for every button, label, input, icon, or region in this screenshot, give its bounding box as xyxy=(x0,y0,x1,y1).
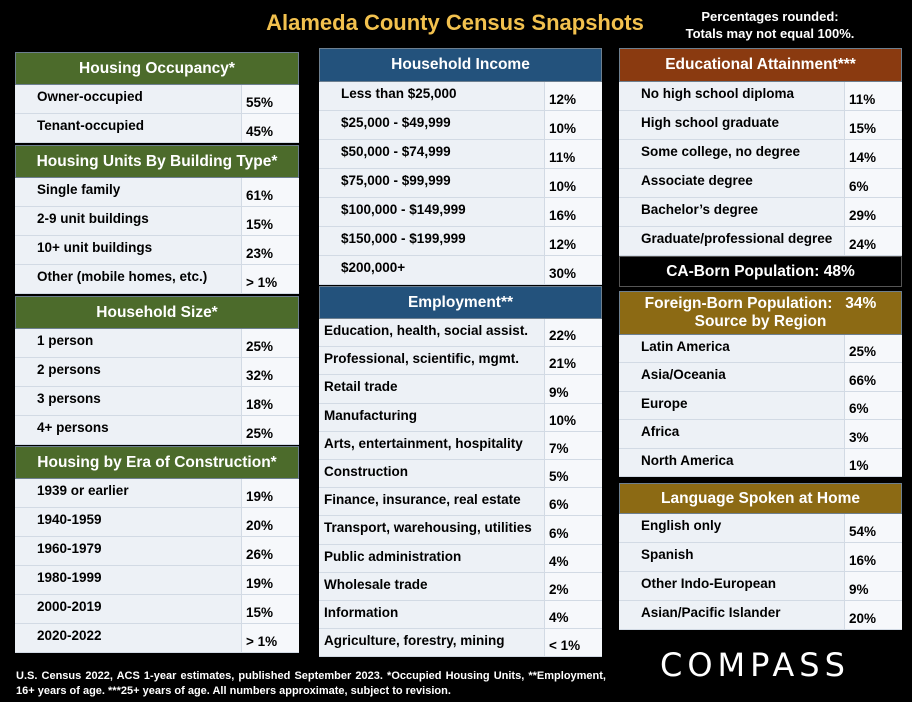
language-rows xyxy=(619,514,902,630)
row-value: 15% xyxy=(241,207,299,235)
foreign-born-rows xyxy=(619,335,902,477)
table-row xyxy=(15,114,299,143)
table-row xyxy=(319,545,602,573)
row-label: Spanish xyxy=(641,547,694,562)
row-value: 45% xyxy=(241,114,299,142)
row-value: 9% xyxy=(544,375,602,402)
row-label: 1960-1979 xyxy=(37,541,102,556)
row-label: North America xyxy=(641,452,734,468)
row-value: 55% xyxy=(241,85,299,113)
row-label: Construction xyxy=(324,463,408,479)
row-value: 19% xyxy=(241,479,299,507)
row-value: 20% xyxy=(844,601,902,629)
row-label: Owner-occupied xyxy=(37,89,143,104)
rounding-note-line2: Totals may not equal 100%. xyxy=(685,26,855,41)
row-label: 1 person xyxy=(37,333,94,348)
row-label: 2 persons xyxy=(37,362,101,377)
table-row xyxy=(619,363,902,391)
row-label: 1940-1959 xyxy=(37,512,102,527)
row-value: 20% xyxy=(241,508,299,536)
table-row xyxy=(619,601,902,630)
row-value: 11% xyxy=(844,82,902,110)
household-size-header: Household Size* xyxy=(15,296,299,329)
row-label: Single family xyxy=(37,182,121,197)
row-label: Retail trade xyxy=(324,379,398,395)
row-value: 6% xyxy=(844,169,902,197)
education-rows xyxy=(619,82,902,256)
table-row xyxy=(15,265,299,294)
foreign-born-value: 34% xyxy=(845,295,877,312)
table-row xyxy=(319,256,602,285)
row-value: 26% xyxy=(241,537,299,565)
row-label: 1939 or earlier xyxy=(37,483,129,498)
row-value: 4% xyxy=(544,601,602,628)
row-value: 16% xyxy=(844,543,902,571)
table-row xyxy=(619,140,902,169)
row-value: 30% xyxy=(544,256,602,284)
row-value: 16% xyxy=(544,198,602,226)
table-row xyxy=(319,140,602,169)
building-type-panel xyxy=(15,145,299,294)
employment-panel xyxy=(319,286,602,657)
row-label: Wholesale trade xyxy=(324,576,428,592)
row-value: 15% xyxy=(844,111,902,139)
row-label: Some college, no degree xyxy=(641,144,801,159)
table-row xyxy=(15,358,299,387)
row-value: 12% xyxy=(544,82,602,110)
table-row xyxy=(619,198,902,227)
row-label: $25,000 - $49,999 xyxy=(341,115,451,130)
construction-era-header: Housing by Era of Construction* xyxy=(15,446,299,479)
foreign-born-subtitle: Source by Region xyxy=(694,313,827,330)
row-label: Europe xyxy=(641,395,688,411)
row-label: No high school diploma xyxy=(641,86,794,101)
table-row xyxy=(619,227,902,256)
row-label: $50,000 - $74,999 xyxy=(341,144,451,159)
table-row xyxy=(619,335,902,363)
row-value: 6% xyxy=(844,392,902,419)
table-row xyxy=(15,508,299,537)
row-value: 6% xyxy=(544,516,602,543)
row-value: 32% xyxy=(241,358,299,386)
building-type-rows xyxy=(15,178,299,294)
household-income-header: Household Income xyxy=(319,48,602,82)
table-row xyxy=(619,514,902,543)
row-label: $75,000 - $99,999 xyxy=(341,173,451,188)
row-value: 5% xyxy=(544,460,602,487)
row-label: 2020-2022 xyxy=(37,628,102,643)
table-row xyxy=(319,111,602,140)
table-row xyxy=(619,82,902,111)
household-income-panel xyxy=(319,48,602,285)
row-label: 10+ unit buildings xyxy=(37,240,153,255)
row-label: Other (mobile homes, etc.) xyxy=(37,269,208,284)
row-label: $100,000 - $149,999 xyxy=(341,202,466,217)
row-value: 3% xyxy=(844,420,902,447)
housing-occupancy-header: Housing Occupancy* xyxy=(15,52,299,85)
table-row xyxy=(619,169,902,198)
row-value: 19% xyxy=(241,566,299,594)
row-label: Bachelor’s degree xyxy=(641,202,759,217)
row-value: 2% xyxy=(544,573,602,600)
table-row xyxy=(319,601,602,629)
row-label: Asian/Pacific Islander xyxy=(641,605,781,620)
household-size-panel xyxy=(15,296,299,445)
row-label: High school graduate xyxy=(641,115,780,130)
table-row xyxy=(15,595,299,624)
row-value: 9% xyxy=(844,572,902,600)
ca-born-value: 48% xyxy=(823,262,855,280)
ca-born-header xyxy=(619,256,902,287)
row-label: Latin America xyxy=(641,339,730,354)
table-row xyxy=(619,543,902,572)
row-value: 14% xyxy=(844,140,902,168)
row-value: 22% xyxy=(544,319,602,346)
employment-header: Employment** xyxy=(319,286,602,319)
row-value: 10% xyxy=(544,111,602,139)
table-row xyxy=(319,169,602,198)
table-row xyxy=(319,227,602,256)
row-value: 6% xyxy=(544,488,602,515)
row-label: English only xyxy=(641,518,722,533)
row-label: Associate degree xyxy=(641,173,753,188)
table-row xyxy=(15,566,299,595)
row-label: $150,000 - $199,999 xyxy=(341,231,466,246)
row-value: 15% xyxy=(241,595,299,623)
table-row xyxy=(619,111,902,140)
foreign-born-header xyxy=(619,291,902,335)
row-value: 7% xyxy=(544,432,602,459)
table-row xyxy=(319,375,602,403)
table-row xyxy=(319,460,602,488)
table-row xyxy=(319,198,602,227)
source-footnote: U.S. Census 2022, ACS 1-year estimates, published September 2023. *Occupied Housing Units, **Employment, 16+ years of age. ***25+ years of age. All numbers approximate, subject to revision. xyxy=(16,670,606,697)
table-row xyxy=(319,573,602,601)
row-label: 2000-2019 xyxy=(37,599,102,614)
table-row xyxy=(619,392,902,420)
row-value: 29% xyxy=(844,198,902,226)
row-value: 18% xyxy=(241,387,299,415)
household-size-rows xyxy=(15,329,299,445)
row-label: Other Indo-European xyxy=(641,576,776,591)
row-value: 25% xyxy=(241,416,299,444)
table-row xyxy=(15,537,299,566)
rounding-note xyxy=(660,8,880,42)
table-row xyxy=(319,488,602,516)
ca-born-label: CA-Born Population: xyxy=(666,262,820,280)
table-row xyxy=(319,432,602,460)
row-value: 12% xyxy=(544,227,602,255)
language-panel xyxy=(619,483,902,630)
construction-era-panel xyxy=(15,446,299,653)
row-label: Asia/Oceania xyxy=(641,367,726,383)
row-value: 4% xyxy=(544,545,602,572)
table-row xyxy=(319,347,602,375)
row-label: Information xyxy=(324,604,399,620)
housing-occupancy-panel xyxy=(15,52,299,143)
table-row xyxy=(15,387,299,416)
page-title: Alameda County Census Snapshots xyxy=(266,10,644,35)
row-label: Education, health, social assist. xyxy=(324,323,529,338)
row-value: 1% xyxy=(844,449,902,476)
row-value: 24% xyxy=(844,227,902,255)
household-income-rows xyxy=(319,82,602,285)
table-row xyxy=(15,479,299,508)
row-value: 54% xyxy=(844,514,902,542)
row-value: 21% xyxy=(544,347,602,374)
construction-era-rows xyxy=(15,479,299,653)
table-row xyxy=(619,449,902,477)
table-row xyxy=(15,329,299,358)
rounding-note-line1: Percentages rounded: xyxy=(701,9,839,24)
row-label: Less than $25,000 xyxy=(341,86,457,101)
row-label: Transport, warehousing, utilities xyxy=(324,520,532,536)
table-row xyxy=(319,516,602,544)
row-value: 11% xyxy=(544,140,602,168)
employment-rows xyxy=(319,319,602,657)
language-header: Language Spoken at Home xyxy=(619,483,902,514)
foreign-born-title xyxy=(645,295,877,313)
row-value: > 1% xyxy=(241,624,299,652)
table-row xyxy=(15,236,299,265)
row-label: 3 persons xyxy=(37,391,101,406)
row-value: 10% xyxy=(544,404,602,431)
row-label: Africa xyxy=(641,424,680,440)
table-row xyxy=(15,416,299,445)
row-label: Graduate/professional degree xyxy=(641,231,833,246)
row-label: $200,000+ xyxy=(341,260,406,275)
row-label: 2-9 unit buildings xyxy=(37,211,149,226)
table-row xyxy=(319,629,602,657)
row-value: 25% xyxy=(844,335,902,362)
row-label: 1980-1999 xyxy=(37,570,102,585)
row-value: 10% xyxy=(544,169,602,197)
row-value: 61% xyxy=(241,178,299,206)
table-row xyxy=(319,319,602,347)
row-label: Arts, entertainment, hospitality xyxy=(324,435,523,451)
foreign-born-panel xyxy=(619,291,902,477)
table-row xyxy=(619,572,902,601)
row-label: Professional, scientific, mgmt. xyxy=(324,351,520,367)
compass-logo: COMPASS xyxy=(660,646,850,684)
table-row xyxy=(319,404,602,432)
row-value: < 1% xyxy=(544,629,602,656)
building-type-header: Housing Units By Building Type* xyxy=(15,145,299,178)
row-label: Manufacturing xyxy=(324,407,417,423)
education-panel xyxy=(619,48,902,256)
table-row xyxy=(15,178,299,207)
row-value: 23% xyxy=(241,236,299,264)
foreign-born-label: Foreign-Born Population: xyxy=(644,295,833,312)
row-label: Tenant-occupied xyxy=(37,118,145,133)
row-label: Finance, insurance, real estate xyxy=(324,492,521,508)
table-row xyxy=(319,82,602,111)
table-row xyxy=(15,207,299,236)
table-row xyxy=(15,85,299,114)
table-row xyxy=(15,624,299,653)
row-label: Agriculture, forestry, mining xyxy=(324,633,505,649)
row-label: Public administration xyxy=(324,548,462,564)
row-value: 66% xyxy=(844,363,902,390)
row-value: 25% xyxy=(241,329,299,357)
education-header: Educational Attainment*** xyxy=(619,48,902,82)
row-value: > 1% xyxy=(241,265,299,293)
housing-occupancy-rows xyxy=(15,85,299,143)
row-label: 4+ persons xyxy=(37,420,109,435)
table-row xyxy=(619,420,902,448)
